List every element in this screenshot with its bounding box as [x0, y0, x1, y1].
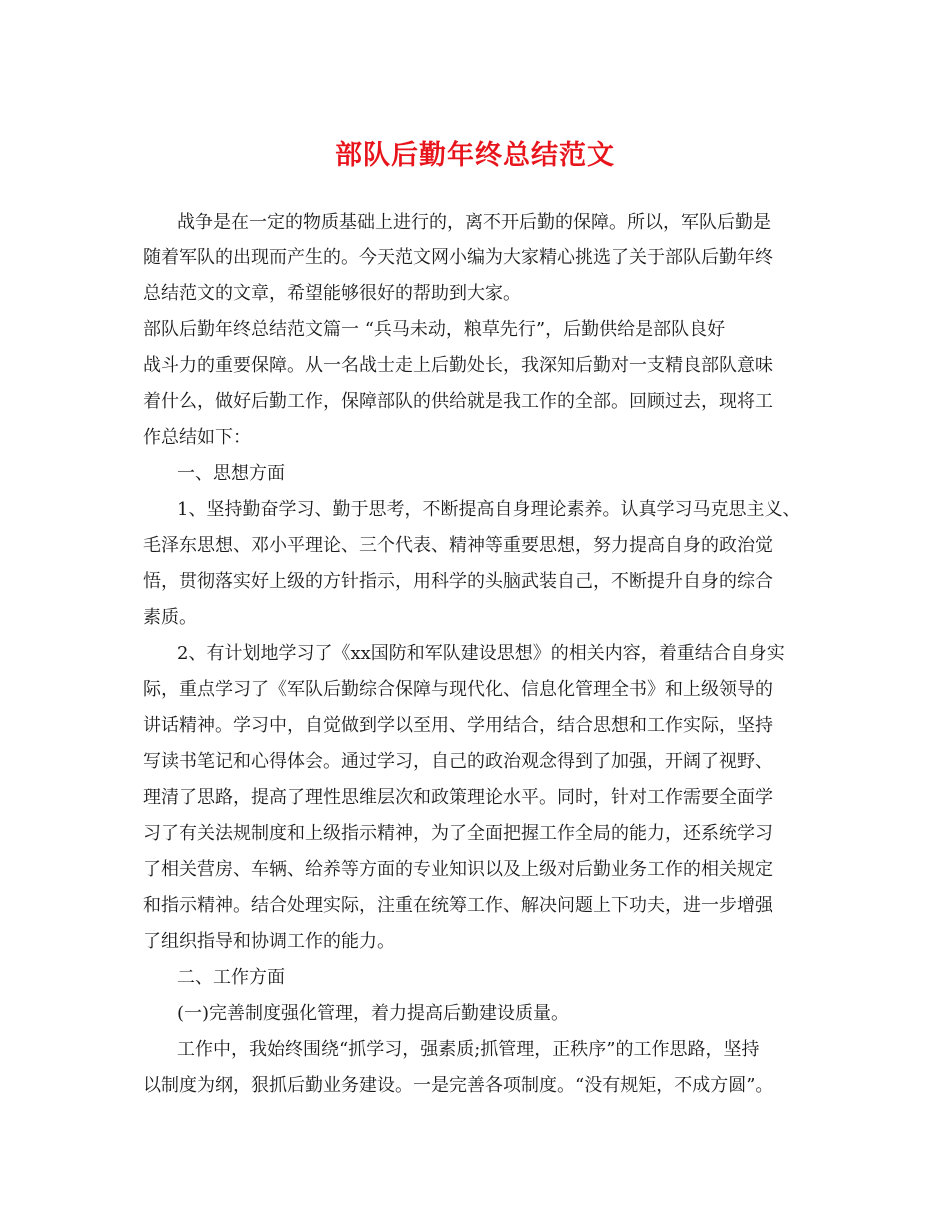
- paragraph-line: 工作中，我始终围绕“抓学习，强素质;抓管理，正秩序”的工作思路，坚持: [177, 1039, 760, 1060]
- section-heading: 一、思想方面: [177, 463, 285, 484]
- paragraph-line: 和指示精神。结合处理实际，注重在统筹工作、解决问题上下功夫，进一步增强: [143, 895, 773, 916]
- paragraph-line: 了组织指导和协调工作的能力。: [143, 931, 395, 952]
- paragraph-line: 部队后勤年终总结范文篇一 “兵马未动，粮草先行”，后勤供给是部队良好: [143, 319, 726, 340]
- paragraph-line: 悟，贯彻落实好上级的方针指示，用科学的头脑武装自己，不断提升自身的综合: [143, 571, 773, 592]
- section-heading: 二、工作方面: [177, 967, 285, 988]
- paragraph-line: 2、有计划地学习了《xx国防和军队建设思想》的相关内容，着重结合自身实: [177, 643, 785, 664]
- paragraph-line: 以制度为纲，狠抓后勤业务建设。一是完善各项制度。“没有规矩，不成方圆”。: [143, 1075, 774, 1096]
- paragraph-line: 随着军队的出现而产生的。今天范文网小编为大家精心挑选了关于部队后勤年终: [143, 247, 773, 268]
- paragraph-line: 理清了思路，提高了理性思维层次和政策理论水平。同时，针对工作需要全面学: [143, 787, 773, 808]
- paragraph-line: 1、坚持勤奋学习、勤于思考，不断提高自身理论素养。认真学习马克思主义、: [177, 499, 801, 520]
- paragraph-line: 讲话精神。学习中，自觉做到学以至用、学用结合，结合思想和工作实际，坚持: [143, 715, 773, 736]
- paragraph-line: 写读书笔记和心得体会。通过学习，自己的政治观念得到了加强，开阔了视野、: [143, 751, 773, 772]
- paragraph-line: 战斗力的重要保障。从一名战士走上后勤处长，我深知后勤对一支精良部队意味: [143, 355, 773, 376]
- paragraph-line: 毛泽东思想、邓小平理论、三个代表、精神等重要思想，努力提高自身的政治觉: [143, 535, 773, 556]
- paragraph-line: 际，重点学习了《军队后勤综合保障与现代化、信息化管理全书》和上级领导的: [143, 679, 773, 700]
- paragraph-line: 素质。: [143, 607, 197, 628]
- paragraph-line: 习了有关法规制度和上级指示精神，为了全面把握工作全局的能力，还系统学习: [143, 823, 773, 844]
- paragraph-line: 着什么，做好后勤工作，保障部队的供给就是我工作的全部。回顾过去，现将工: [143, 391, 773, 412]
- document-title: 部队后勤年终总结范文: [335, 140, 615, 171]
- paragraph-line: 了相关营房、车辆、给养等方面的专业知识以及上级对后勤业务工作的相关规定: [143, 859, 773, 880]
- paragraph-line: 总结范文的文章，希望能够很好的帮助到大家。: [143, 283, 521, 304]
- subsection-heading: (一)完善制度强化管理，着力提高后勤建设质量。: [177, 1003, 570, 1024]
- paragraph-line: 战争是在一定的物质基础上进行的，离不开后勤的保障。所以，军队后勤是: [177, 212, 771, 233]
- paragraph-line: 作总结如下：: [143, 427, 251, 448]
